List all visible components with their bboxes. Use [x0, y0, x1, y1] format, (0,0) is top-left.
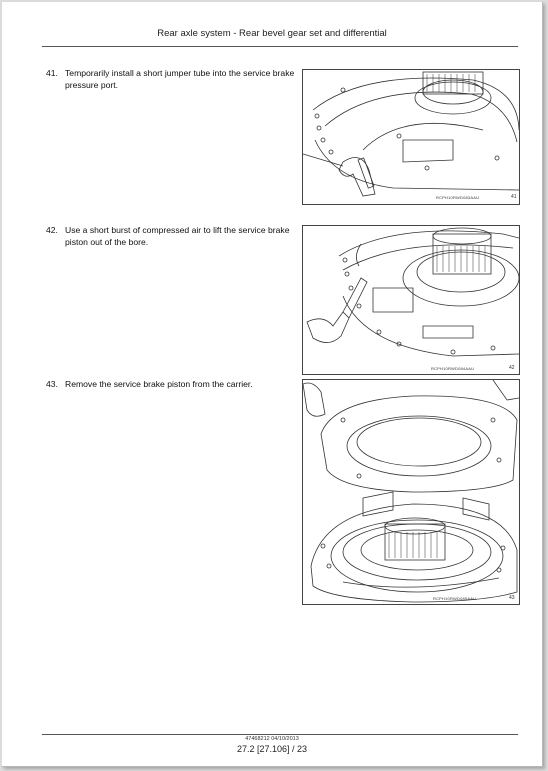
figure-42-illustration: [302, 225, 520, 375]
step-number: 43.: [46, 379, 58, 389]
page-header-title: Rear axle system - Rear bevel gear set and differential: [157, 28, 387, 39]
step-42: [46, 225, 296, 249]
header-divider: [42, 46, 518, 47]
figure-41-illustration: [302, 69, 520, 205]
step-instruction: Remove the service brake piston from the carrier.: [65, 379, 253, 389]
step-41: [46, 68, 296, 92]
figure-number: 42: [509, 365, 515, 371]
step-instruction: Temporarily install a short jumper tube into the service brake pressure port.: [65, 68, 295, 90]
figure-code: RCPH10RWD085AAU: [433, 596, 477, 601]
manual-page: [2, 2, 543, 767]
figure-code: RCPH10RWD083AAU: [436, 195, 480, 200]
figure-number: 41: [511, 194, 517, 200]
step-instruction: Use a short burst of compressed air to lift the service brake piston out of the bore.: [65, 225, 290, 247]
step-43: [46, 379, 296, 393]
footer-document-reference: 47468212 04/10/2013: [245, 736, 299, 742]
step-number: 41.: [46, 68, 58, 78]
footer-page-number: 27.2 [27.106] / 23: [236, 744, 308, 754]
figure-number: 43: [509, 595, 515, 601]
footer-divider: [42, 734, 518, 735]
figure-43-illustration: [302, 379, 520, 605]
step-number: 42.: [46, 225, 58, 235]
figure-code: RCPH10RWD084AAU: [431, 366, 475, 371]
